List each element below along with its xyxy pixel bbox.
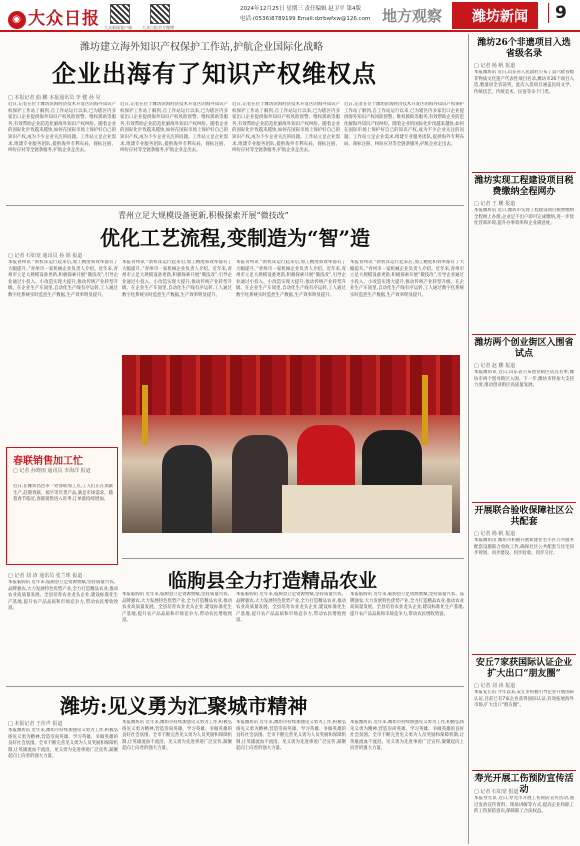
section-label: 地方观察 [382,7,443,25]
feature-body-col2: 本报青州讯 “新机床运行起来后,加工精度和效率都有了大幅提升。”青州市一家机械企业负责人介绍。近年来,青州市立足大规模设备更新,积极探索开展“微技改”,引导企业通过小投入、小改造实现大提升,推动传统产业转型升级。在企业生产车间里,自动化生产线有序运转,工人通过数字化系统实时监控生产数据,生产效率明显提升。 [122,260,232,298]
lead-byline: □ 本报记者 曲 鹏 本报通讯员 李 健 孙 昊 [8,95,101,101]
agri-headline: 临朐县全力打造精品农业 [168,570,378,592]
bottom-body-col3: 本报潍坊讯 近年来,潍坊市持续加强见义勇为工作,积极弘扬见义勇为精神,营造崇尚英雄、学习英雄、争做英雄的良好社会氛围。全市不断完善见义勇为人员奖励和保障机制,让英雄流血不流泪。见义勇为先进事迹广泛宣传,凝聚起向上向善的强大力量。 [236,720,346,752]
qr2-caption: 大众日报官方微博 [142,25,174,30]
photo-gold-banner [422,375,428,445]
photo-person [232,435,288,533]
lead-body-col4: 近日,记者在位于潍坊滨海经济技术开发区的海外知识产权保护工作站了解到,自工作站运行以来,已为辖区内多家出口企业提供海外知识产权风险预警、维权援助等服务,有效帮助企业防范化解海外知识产权纠纷。随着企业的国际化步伐越来越快,如何在国际市场上保护好自己的知识产权,成为不少企业关注的问题。工作站立足企业需求,组建专业服务团队,提供海外专利布局、商标注册、纠纷应对等全链条服务,护航企业走出去。 [344,102,464,147]
divider [122,558,464,559]
agri-body-col3: 本报临朐讯 近年来,临朐县立足资源禀赋,坚持质量兴农、品牌强农,大力发展特色优势产业,全力打造精品农业,推动农业高质量发展。全县培育农业龙头企业,建设标准化生产基地,提升农产品品质和市场竞争力,带动农民增收致富。 [236,592,346,624]
qr-code-icon [150,4,170,24]
sidebar-box [6,447,118,565]
masthead [0,0,580,32]
masthead-info-line2: 电话:(0536)8789199 Email:dzrbwfxw@126.com [240,16,371,22]
right-byline-6: □ 记者 石如宽 报道 [474,789,519,795]
feature-body-col4: 本报青州讯 “新机床运行起来后,加工精度和效率都有了大幅提升。”青州市一家机械企业负责人介绍。近年来,青州市立足大规模设备更新,积极探索开展“微技改”,引导企业通过小投入、小改造实现大提升,推动传统产业转型升级。在企业生产车间里,自动化生产线有序运转,工人通过数字化系统实时监控生产数据,生产效率明显提升。 [350,260,464,298]
sidebar-title: 春联销售加工忙 [13,456,83,467]
right-byline-5: □ 记者 刘 涛 报道 [474,683,516,689]
divider [472,502,576,503]
lead-body-col1: 近日,记者在位于潍坊滨海经济技术开发区的海外知识产权保护工作站了解到,自工作站运行以来,已为辖区内多家出口企业提供海外知识产权风险预警、维权援助等服务,有效帮助企业防范化解海外知识产权纠纷。随着企业的国际化步伐越来越快,如何在国际市场上保护好自己的知识产权,成为不少企业关注的问题。工作站立足企业需求,组建专业服务团队,提供海外专利布局、商标注册、纠纷应对等全链条服务,护航企业走出去。 [8,102,116,154]
lead-headline: 企业出海有了知识产权维权点 [52,59,377,88]
feature-byline: □ 记者 石如宽 通讯员 孙 娟 报道 [8,253,83,259]
right-body-6: 本报寿光讯 近日,寿光市开展工伤预防宣传活动,通过发放宣传资料、现场讲解等方式,提高企业和职工的工伤预防意识,保障职工合法权益。 [474,796,574,815]
photo-table [282,485,452,533]
feature-body-col3: 本报青州讯 “新机床运行起来后,加工精度和效率都有了大幅提升。”青州市一家机械企业负责人介绍。近年来,青州市立足大规模设备更新,积极探索开展“微技改”,引导企业通过小投入、小改造实现大提升,推动传统产业转型升级。在企业生产车间里,自动化生产线有序运转,工人通过数字化系统实时监控生产数据,生产效率明显提升。 [236,260,346,298]
section-tab: 潍坊新闻 [452,2,538,29]
lead-body-col3: 近日,记者在位于潍坊滨海经济技术开发区的海外知识产权保护工作站了解到,自工作站运行以来,已为辖区内多家出口企业提供海外知识产权风险预警、维权援助等服务,有效帮助企业防范化解海外知识产权纠纷。随着企业的国际化步伐越来越快,如何在国际市场上保护好自己的知识产权,成为不少企业关注的问题。工作站立足企业需求,组建专业服务团队,提供海外专利布局、商标注册、纠纷应对等全链条服务,护航企业走出去。 [232,102,340,154]
divider [472,654,576,655]
feature-kicker: 青州立足大规模设备更新,积极探索开展“微技改” [118,211,289,220]
divider [6,205,464,206]
logo-seal-icon: ◉ [8,11,26,29]
photo-hanging-couplets [122,355,460,415]
bottom-body-col1: 本报潍坊讯 近年来,潍坊市持续加强见义勇为工作,积极弘扬见义勇为精神,营造崇尚英雄、学习英雄、争做英雄的良好社会氛围。全市不断完善见义勇为人员奖励和保障机制,让英雄流血不流泪。见义勇为先进事迹广泛宣传,凝聚起向上向善的强大力量。 [8,728,118,760]
right-headline-1: 潍坊26个非遗项目入选省级名录 [477,38,571,59]
right-byline-1: □ 记者 杨 帆 报道 [474,63,516,69]
right-byline-3: □ 记者 赵 鹏 报道 [474,363,516,369]
right-byline-4: □ 记者 杨 帆 报道 [474,531,516,537]
lead-kicker: 潍坊建立海外知识产权保护工作站,护航企业国际化战略 [80,42,324,53]
masthead-info-line1: 2024年12月25日 星期三 责任编辑 赵卫平 第4版 [240,6,361,12]
agri-byline: □ 记者 刘 涛 通讯员 张兰珠 报道 [8,573,83,579]
news-photo-couplet-market [122,355,460,533]
feature-headline: 优化工艺流程,变制造为“智”造 [100,226,370,250]
agri-body-col2: 本报临朐讯 近年来,临朐县立足资源禀赋,坚持质量兴农、品牌强农,大力发展特色优势产业,全力打造精品农业,推动农业高质量发展。全县培育农业龙头企业,建设标准化生产基地,提升农产品品质和市场竞争力,带动农民增收致富。 [122,592,232,624]
logo-text: 大众日报 [28,9,100,29]
sidebar-byline: □ 记者 孙晓雨 通讯员 李海洋 报道 [13,468,91,474]
right-body-4: 本报潍坊讯 潍坊市积极开展新建住宅小区公共服务配套设施联合验收工作,确保社区公共配套与住宅同步规划、同步建设、同步验收、同步交付。 [474,538,574,557]
lead-body-col2: 近日,记者在位于潍坊滨海经济技术开发区的海外知识产权保护工作站了解到,自工作站运行以来,已为辖区内多家出口企业提供海外知识产权风险预警、维权援助等服务,有效帮助企业防范化解海外知识产权纠纷。随着企业的国际化步伐越来越快,如何在国际市场上保护好自己的知识产权,成为不少企业关注的问题。工作站立足企业需求,组建专业服务团队,提供海外专利布局、商标注册、纠纷应对等全链条服务,护航企业走出去。 [120,102,228,154]
right-body-5: 本报安丘讯 今年以来,安丘市积极引导企业开展国际认证,目前已有7家企业获得国际认证,有效拓展海外市场,扩大出口“朋友圈”。 [474,690,574,709]
right-body-3: 本报潍坊讯 近日,山东省公布创业街区试点名单,潍坊市两个创业街区入围。下一步,潍坊市将加大支持力度,推动创业街区高质量发展。 [474,370,574,389]
right-headline-2: 潍坊实现工程建设项目税费缴纳全程网办 [474,176,574,197]
right-body-2: 本报潍坊讯 近日,潍坊市实现工程建设项目税费缴纳全程网上办理,企业足不出户即可完成缴纳,进一步优化营商环境,提升办事效率和企业满意度。 [474,208,574,227]
divider [472,770,576,771]
agri-body-col4: 本报临朐讯 近年来,临朐县立足资源禀赋,坚持质量兴农、品牌强农,大力发展特色优势产业,全力打造精品农业,推动农业高质量发展。全县培育农业龙头企业,建设标准化生产基地,提升农产品品质和市场竞争力,带动农民增收致富。 [350,592,464,617]
right-headline-6: 寿光开展工伤预防宣传活动 [474,774,574,795]
bottom-body-col2: 本报潍坊讯 近年来,潍坊市持续加强见义勇为工作,积极弘扬见义勇为精神,营造崇尚英雄、学习英雄、争做英雄的良好社会氛围。全市不断完善见义勇为人员奖励和保障机制,让英雄流血不流泪。见义勇为先进事迹广泛宣传,凝聚起向上向善的强大力量。 [122,720,232,752]
photo-gold-banner [142,385,148,445]
right-headline-3: 潍坊两个创业街区入围省试点 [474,338,574,359]
masthead-info [240,4,370,24]
bottom-body-col4: 本报潍坊讯 近年来,潍坊市持续加强见义勇为工作,积极弘扬见义勇为精神,营造崇尚英雄、学习英雄、争做英雄的良好社会氛围。全市不断完善见义勇为人员奖励和保障机制,让英雄流血不流泪。见义勇为先进事迹广泛宣传,凝聚起向上向善的强大力量。 [350,720,464,752]
bottom-headline: 潍坊:见义勇为汇聚城市精神 [60,694,308,718]
divider [472,334,576,335]
feature-body-col1: 本报青州讯 “新机床运行起来后,加工精度和效率都有了大幅提升。”青州市一家机械企业负责人介绍。近年来,青州市立足大规模设备更新,积极探索开展“微技改”,引导企业通过小投入、小改造实现大提升,推动传统产业转型升级。在企业生产车间里,自动化生产线有序运转,工人通过数字化系统实时监控生产数据,生产效率明显提升。 [8,260,118,298]
newspaper-logo [8,4,100,29]
right-body-1: 本报潍坊讯 近日,山东省人民政府公布了第六批省级非物质文化遗产代表性项目名录,潍坊市26个项目入选,数量居全省前列。此次入选项目涵盖民间文学、传统技艺、传统美术、民俗等多个门类。 [474,70,574,95]
column-divider [468,34,469,844]
qr-code-icon [110,4,130,24]
bottom-byline: □ 本报记者 王佳声 报道 [8,721,63,727]
page-number: 9 [548,3,567,23]
right-byline-2: □ 记者 王 鹏 报道 [474,201,516,207]
photo-person [162,445,212,533]
right-headline-5: 安丘7家获国际认证企业扩大出口“朋友圈” [475,658,573,679]
sidebar-body: 近日,在潍坊昌邑市一处春联加工点,工人们正在加紧生产,赶制春联、福字等年货产品,满足市场需求。随着春节临近,春联销售进入旺季,订单量持续增加。 [13,484,113,503]
divider [472,172,576,173]
agri-body-col1: 本报临朐讯 近年来,临朐县立足资源禀赋,坚持质量兴农、品牌强农,大力发展特色优势产业,全力打造精品农业,推动农业高质量发展。全县培育农业龙头企业,建设标准化生产基地,提升农产品品质和市场竞争力,带动农民增收致富。 [8,580,118,612]
right-headline-4: 开展联合验收保障社区公共配套 [474,506,574,527]
qr1-caption: 大众新闻客户端 [104,25,132,30]
divider [6,686,464,687]
